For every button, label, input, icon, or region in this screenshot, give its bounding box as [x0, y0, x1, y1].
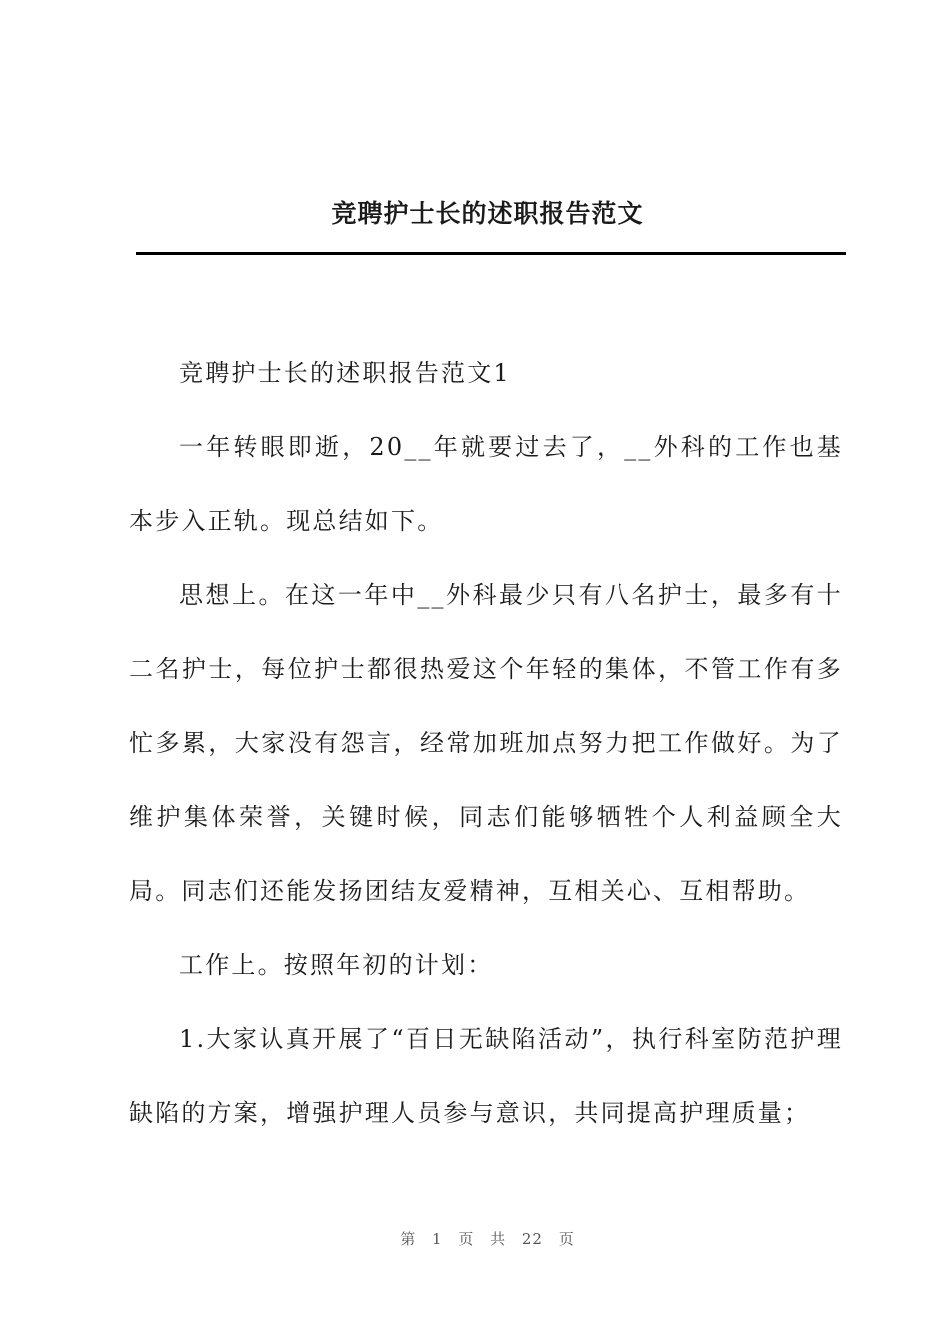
document-body — [129, 336, 843, 1150]
title-divider — [136, 252, 846, 255]
paragraph: 一年转眼即逝，20__年就要过去了，__外科的工作也基本步入正轨。现总结如下。 — [129, 433, 843, 535]
page-number-footer: 第 1 页 共 22 页 — [400, 1230, 575, 1248]
section-heading: 竞聘护士长的述职报告范文1 — [179, 359, 511, 387]
paragraph: 工作上。按照年初的计划： — [179, 951, 494, 979]
paragraph: 1.大家认真开展了“百日无缺陷活动”，执行科室防范护理缺陷的方案，增强护理人员参与意识，共同提高护理质量； — [129, 1025, 843, 1127]
document-title: 竞聘护士长的述职报告范文 — [331, 199, 644, 228]
paragraph: 思想上。在这一年中__外科最少只有八名护士，最多有十二名护士，每位护士都很热爱这个年轻的集体，不管工作有多忙多累，大家没有怨言，经常加班加点努力把工作做好。为了维护集体荣誉，关键时候，同志们能够牺牲个人利益顾全大局。同志们还能发扬团结友爱精神，互相关心、互相帮助。 — [129, 581, 843, 905]
